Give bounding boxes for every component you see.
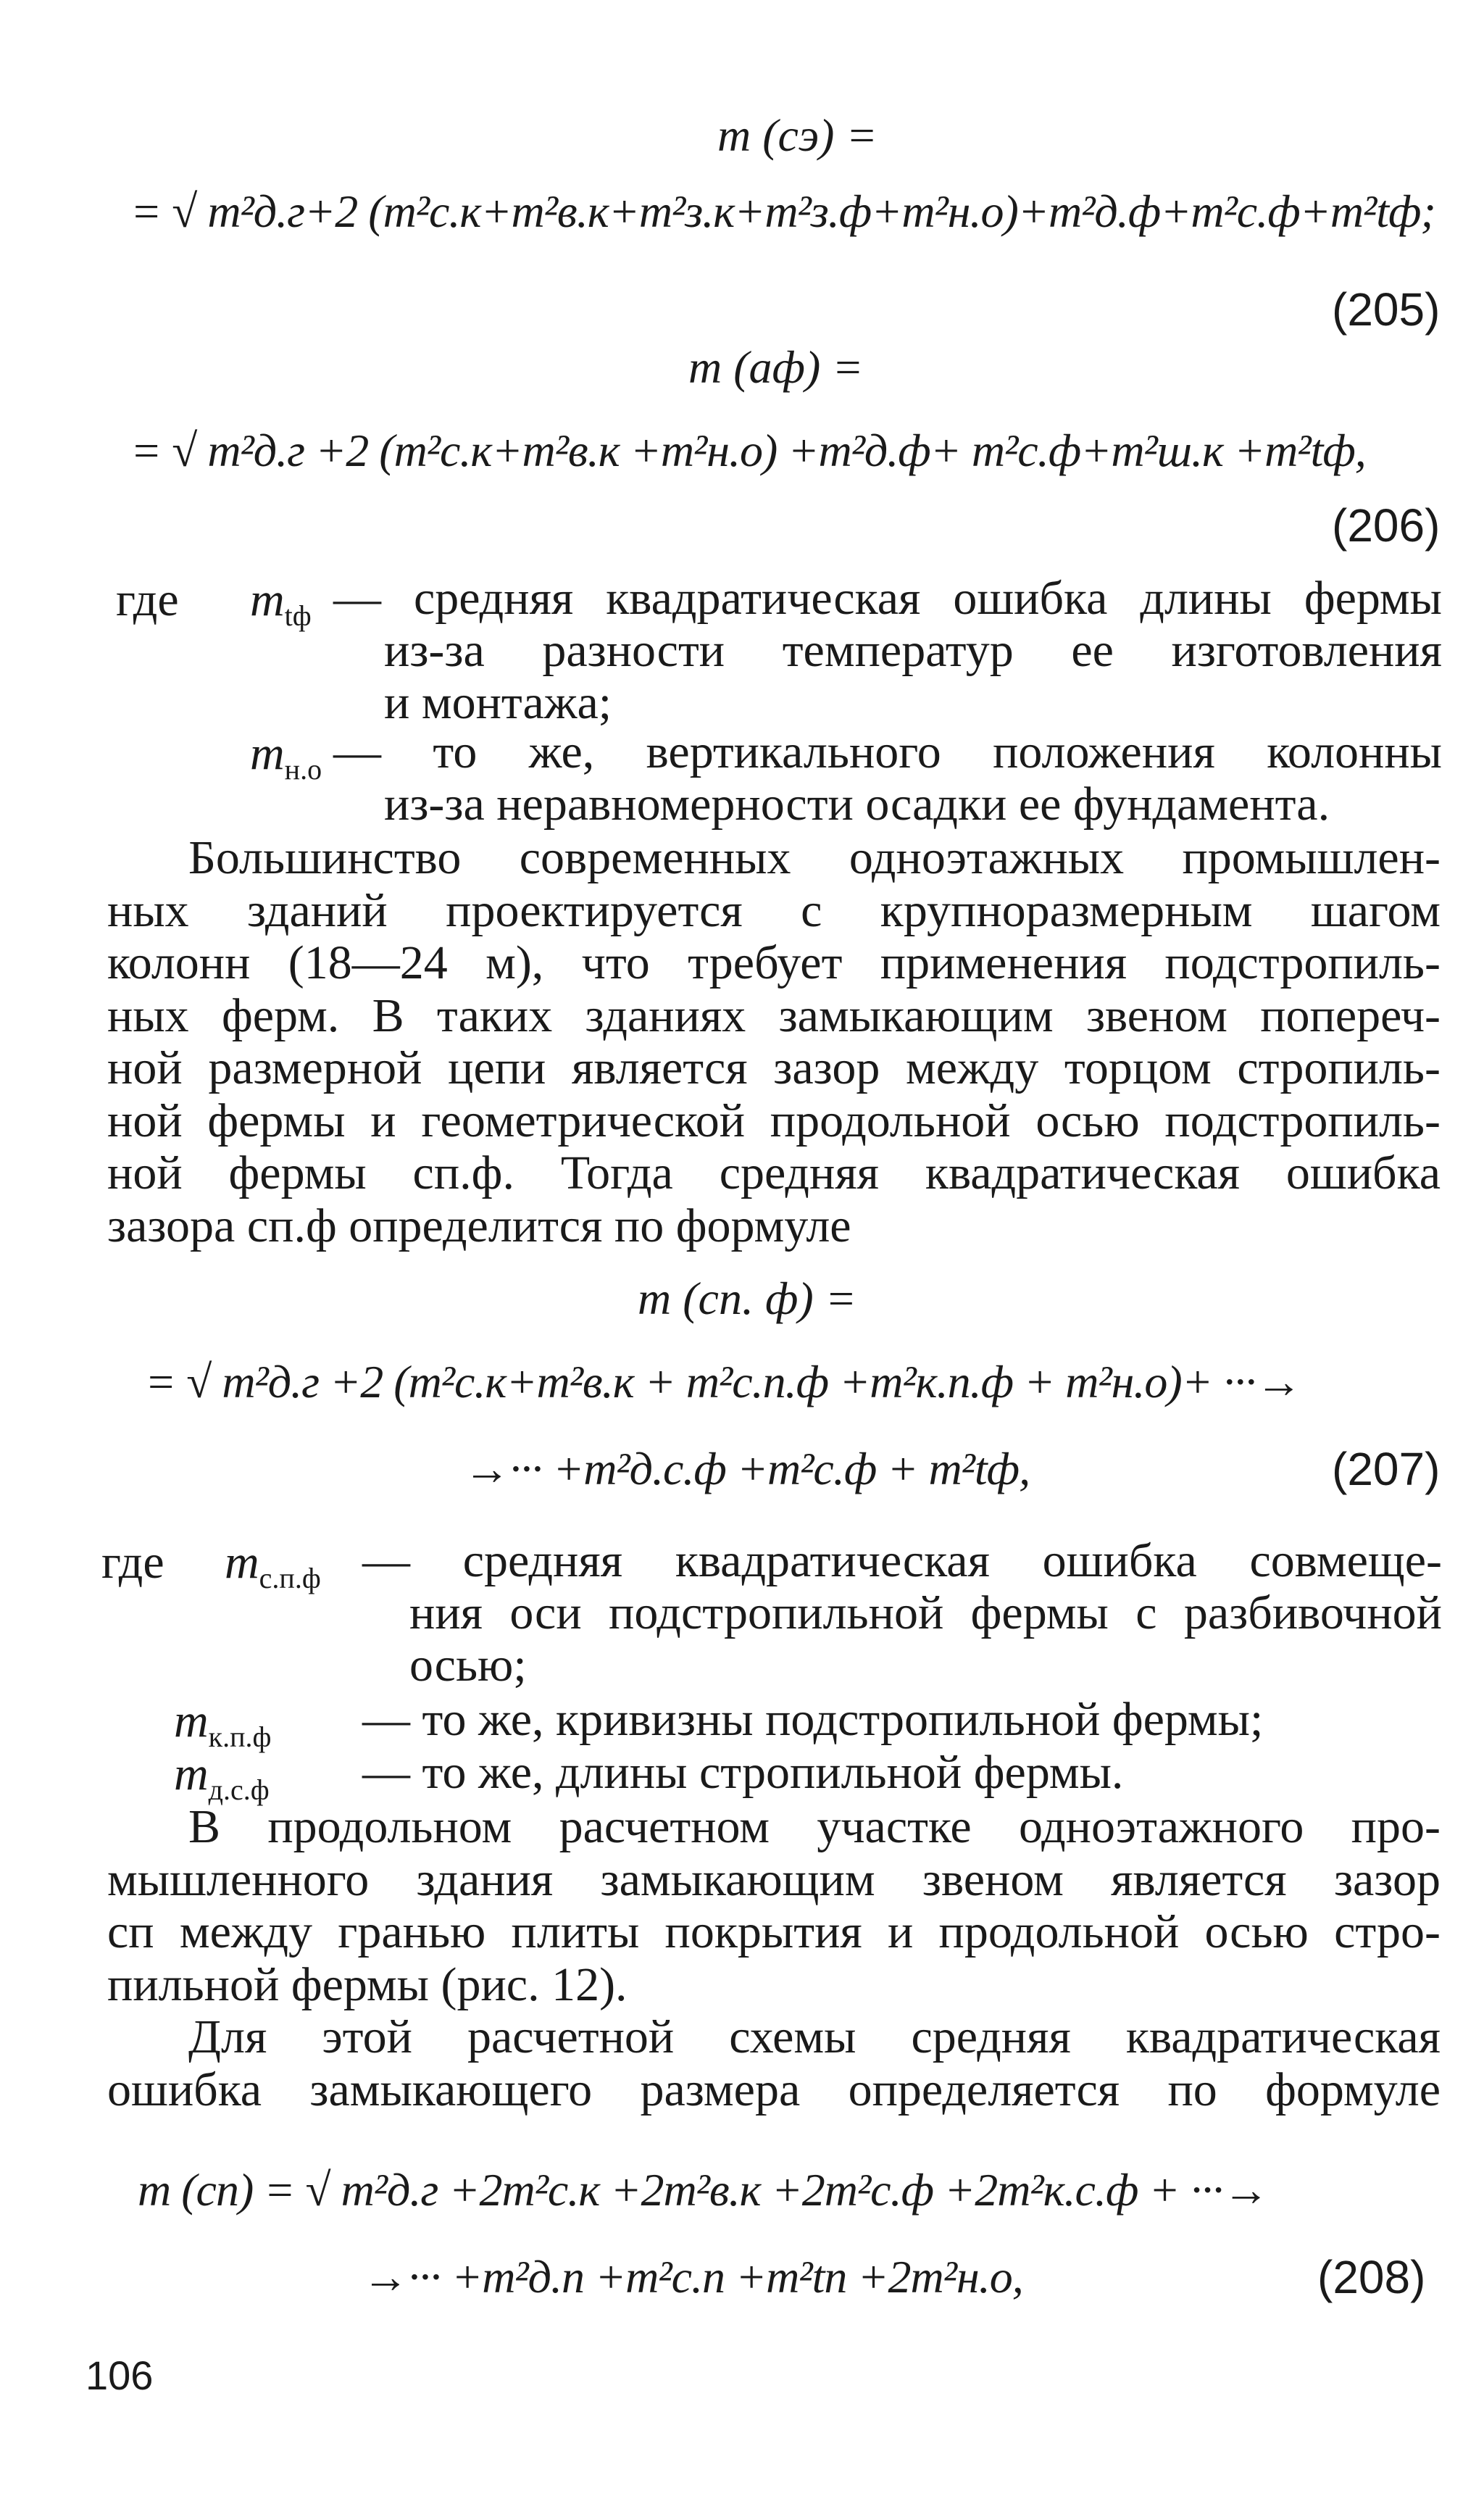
paragraph-1-line: ной фермы cп.ф. Тогда средняя квадратическая ошибка [107,1147,1441,1199]
where2-item-2 [362,1694,1442,1746]
where2-symbol-2 [174,1694,271,1754]
where1-item-1-line: из-за разности температур ее изготовления [384,624,1442,677]
eq207-lhs: m (cп. ф) = [638,1273,856,1324]
where2-symbol-2-m: m [174,1694,209,1747]
where1-symbol-2-m: m [250,727,285,780]
where1-symbol-1 [250,573,312,633]
paragraph-3 [107,2011,1441,2116]
paragraph-3-line: ошибка замыкающего размера определяется по формуле [107,2063,1441,2116]
eq205-number: (205) [1332,283,1441,336]
paragraph-1-line: ных зданий проектируется с крупноразмерным шагом [107,883,1441,937]
where2-item-3 [362,1747,1442,1799]
where2-symbol-3-sub: д.с.ф [208,1773,270,1807]
where2-item-1-line: ния оси подстропильной фермы с разбивочной [409,1586,1442,1639]
where1-symbol-2-sub: н.о [284,753,322,786]
paragraph-1-line: зазора cп.ф определится по формуле [107,1199,851,1252]
paragraph-2-line: В продольном расчетном участке одноэтажного про- [188,1800,1441,1853]
where2-symbol-1 [225,1535,321,1595]
eq207-number: (207) [1332,1443,1441,1495]
eq205-lhs: m (cэ) = [717,109,878,161]
eq208-number: (208) [1317,2251,1426,2303]
where2-symbol-3 [174,1747,270,1807]
paragraph-1 [107,832,1441,1252]
paragraph-1-line: ной размерной цепи является зазор между торцом стропиль- [107,1041,1441,1094]
where1-symbol-2 [250,726,322,786]
where1-symbol-1-sub: tф [284,599,312,633]
where-word-2: где [101,1536,164,1589]
eq206-number: (206) [1332,499,1441,552]
eq207-rhs-line2: →··· +m²д.с.ф +m²с.ф + m²tф, [464,1443,1030,1494]
paragraph-2-line: мышленного здания замыкающим звеном является зазор [107,1852,1441,1906]
where1-item-2-line: — то же, вертикального положения колонны [333,725,1442,778]
where2-symbol-1-sub: с.п.ф [259,1562,321,1595]
paragraph-1-line: ных ферм. В таких зданиях замыкающим звеном попереч- [107,989,1441,1042]
where1-item-2-line: из-за неравномерности осадки ее фундамента. [384,778,1330,831]
where1-item-1 [333,573,1442,729]
eq208-rhs-line2: →··· +m²д.п +m²с.п +m²tп +2m²н.о, [362,2251,1023,2302]
where2-item-1-line: — средняя квадратическая ошибка совмеще- [362,1534,1442,1587]
where1-symbol-1-m: m [250,573,285,626]
paragraph-2-line: cп между гранью плиты покрытия и продольной осью стро- [107,1905,1441,1958]
where2-item-2-line: — то же, кривизны подстропильной фермы; [362,1693,1264,1746]
paragraph-2 [107,1801,1441,2011]
eq207-rhs-line1: = √ m²д.г +2 (m²с.к+m²в.к + m²с.п.ф +m²к.п.ф + m²н.о)+ ···→ [145,1356,1301,1407]
paragraph-1-line: ной фермы и геометрической продольной осью подстропиль- [107,1094,1441,1147]
where1-item-2 [333,726,1442,831]
where2-symbol-3-m: m [174,1747,209,1800]
where2-item-3-line: — то же, длины стропильной фермы. [362,1746,1124,1799]
paragraph-1-line: колонн (18—24 м), что требует применения подстропиль- [107,936,1441,989]
where2-symbol-2-sub: к.п.ф [208,1721,272,1754]
paragraph-3-line: Для этой расчетной схемы средняя квадратическая [188,2010,1441,2063]
where2-item-1-line: осью; [409,1639,527,1692]
eq208-rhs-line1: m (cп) = √ m²д.г +2m²с.к +2m²в.к +2m²с.ф +2m²к.с.ф + ···→ [138,2164,1269,2216]
where-word-1: где [116,573,179,626]
where2-symbol-1-m: m [225,1536,259,1589]
eq206-rhs: = √ m²д.г +2 (m²с.к+m²в.к +m²н.о) +m²д.ф+ m²с.ф+m²ш.к +m²tф, [130,425,1366,476]
paragraph-1-line: Большинство современных одноэтажных промышлен- [188,831,1441,884]
page-number: 106 [86,2353,154,2398]
where2-item-1 [362,1535,1442,1692]
where1-item-1-line: — средняя квадратическая ошибка длины фермы [333,572,1442,625]
paragraph-2-line: пильной фермы (рис. 12). [107,1958,628,2011]
where1-item-1-line: и монтажа; [384,676,612,729]
eq205-rhs: = √ m²д.г+2 (m²с.к+m²в.к+m²з.к+m²з.ф+m²н.о)+m²д.ф+m²с.ф+m²tф; [130,186,1435,237]
eq206-lhs: m (aф) = [688,341,864,393]
